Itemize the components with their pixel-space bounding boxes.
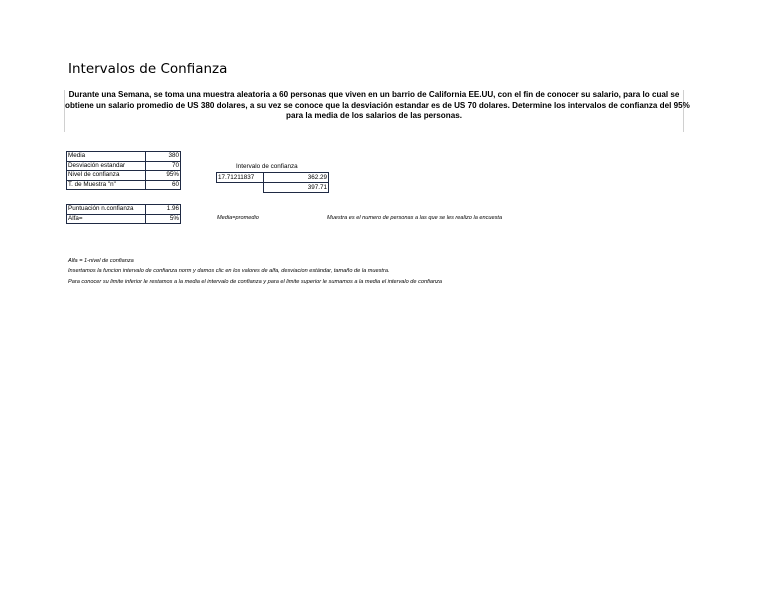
cell-value[interactable]: 1.96 bbox=[146, 205, 181, 215]
cell-label[interactable]: Nivel de confianza bbox=[67, 171, 146, 181]
extra-table bbox=[66, 204, 181, 224]
problem-statement bbox=[64, 90, 690, 132]
cell-value[interactable]: 380 bbox=[146, 152, 181, 162]
table-row bbox=[67, 161, 181, 171]
cell-value[interactable]: 60 bbox=[146, 180, 181, 190]
interval-heading: Intervalo de confianza bbox=[236, 163, 298, 170]
problem-line: obtiene un salario promedio de US 380 dolares, a su vez se conoce que la desviación estandar es de US 70 dolares. Determine los intervalos de confianza del 95% bbox=[65, 100, 690, 110]
table-row bbox=[67, 171, 181, 181]
cell-label[interactable]: Alfa= bbox=[67, 214, 146, 224]
table-row bbox=[67, 214, 181, 224]
table-row bbox=[67, 180, 181, 190]
note-media: Media=promedio bbox=[217, 215, 259, 221]
problem-line: Durante una Semana, se toma una muestra aleatoria a 60 personas que viven en un barrio de California EE.UU, con el fin de conocer su salario, para lo cual se bbox=[68, 90, 680, 99]
cell-value[interactable]: 70 bbox=[146, 161, 181, 171]
note-alfa: Alfa = 1-nivel de confianza bbox=[68, 258, 134, 264]
cell-label[interactable]: Media bbox=[67, 152, 146, 162]
table-row bbox=[217, 183, 329, 193]
problem-line: para la media de los salarios de las personas. bbox=[286, 111, 462, 121]
cell-label[interactable]: T. de Muestra "n" bbox=[67, 180, 146, 190]
cell-label[interactable]: Puntuación n.confianza bbox=[67, 205, 146, 215]
table-row bbox=[67, 205, 181, 215]
interval-margin[interactable]: 17.71211837 bbox=[217, 173, 264, 183]
note-muestra: Muestra es el numero de personas a las que se les realizo la encuesta bbox=[327, 215, 503, 221]
note-funcion: Insertamos la funcion intervalo de confianza norm y damos clic en los valores de alfa, desviacion estándar, tamaño de la muestra. bbox=[68, 268, 390, 274]
note-limites: Para conocer su limite inferior le restamos a la media el intervalo de confianza y para el limite superior le sumamos a la media el intervalo de confianza bbox=[68, 279, 443, 285]
page-title: Intervalos de Confianza bbox=[68, 61, 228, 77]
cell-value[interactable]: 95% bbox=[146, 171, 181, 181]
interval-upper[interactable]: 397.71 bbox=[264, 183, 329, 193]
table-row bbox=[67, 152, 181, 162]
table-row bbox=[217, 173, 329, 183]
interval-lower[interactable]: 362.29 bbox=[264, 173, 329, 183]
cell-value[interactable]: 5% bbox=[146, 214, 181, 224]
cell-label[interactable]: Desviación estandar bbox=[67, 161, 146, 171]
inputs-table bbox=[66, 151, 181, 190]
interval-table bbox=[216, 172, 329, 193]
empty-cell[interactable] bbox=[217, 183, 264, 193]
